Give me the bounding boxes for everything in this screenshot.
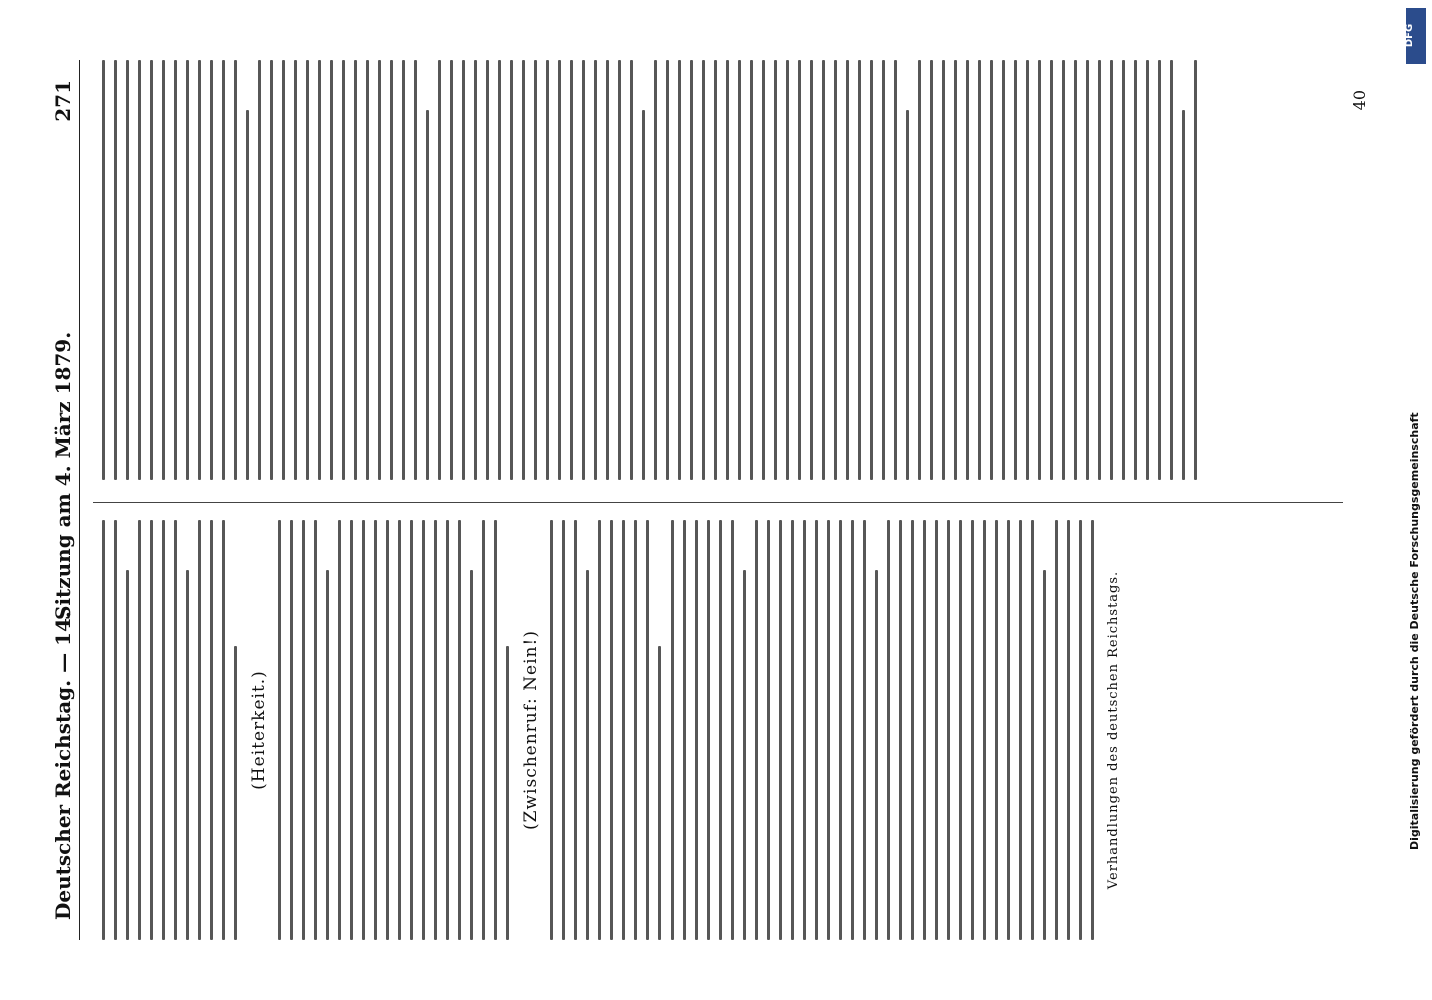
running-header-date: Sitzung am 4. März 1879. xyxy=(51,331,75,620)
right-column xyxy=(93,60,1343,480)
digitization-credit xyxy=(1406,150,1424,850)
interjection-no: (Zwischenruf: Nein!) xyxy=(521,630,541,830)
page-number: 271 xyxy=(51,80,75,122)
paragraph xyxy=(102,520,237,940)
credit-text: Digitalisierung gefördert durch die Deutsche Forschungsgemeinschaft xyxy=(1408,412,1421,850)
closing-line: Verhandlungen des deutschen Reichstags. xyxy=(1106,570,1121,890)
rotated-sheet xyxy=(41,20,1391,980)
paragraph xyxy=(550,520,661,940)
paragraph xyxy=(671,520,1094,940)
paragraph xyxy=(278,520,509,940)
paragraph xyxy=(102,60,1197,480)
dfg-logo-text: DFG xyxy=(1404,23,1416,48)
left-column xyxy=(93,520,1343,940)
header-rule xyxy=(79,60,80,940)
dfg-logo xyxy=(1406,8,1426,64)
running-header-left: Deutscher Reichstag. — 14. xyxy=(51,611,75,920)
signature-number: 40 xyxy=(1350,90,1369,111)
column-rule xyxy=(93,502,1343,503)
interjection-laughter: (Heiterkeit.) xyxy=(249,670,269,790)
